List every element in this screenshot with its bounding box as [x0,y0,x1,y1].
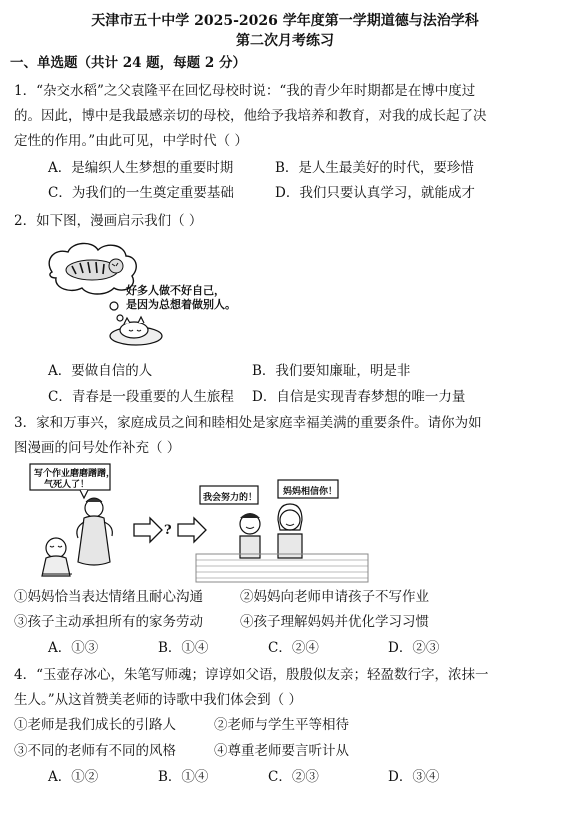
q2-option-b: B．我们要知廉耻，明是非 [252,363,411,379]
q3-mom2-bubble: 妈妈相信你！ [283,487,338,497]
q2-stem: 2．如下图，漫画启示我们（ ） [14,213,203,229]
q3-item-2: ②妈妈向老师申请孩子不写作业 [240,589,429,605]
q2-option-a: A．要做自信的人 [48,363,153,379]
q1-stem-line1: 1．“杂交水稻”之父袁隆平在回忆母校时说：“我的青少年时期都是在博中度过 [14,83,476,99]
q3-mom-bubble-line2: 气死人了！ [44,480,90,490]
q3-kid-bubble: 我会努力的！ [203,493,258,503]
q4-item-4: ④尊重老师要言听计从 [214,743,349,759]
q3-question-mark: ? [164,523,172,538]
exam-title-line2: 第二次月考练习 [236,33,334,49]
q3-option-b: B．①④ [158,640,209,656]
q4-option-b: B．①④ [158,769,209,785]
q3-mom-bubble-line1: 写个作业磨磨蹭蹭， [34,469,116,479]
q4-option-a: A．①② [48,769,99,785]
section-heading: 一、单选题（共计 24 题，每题 2 分） [10,55,246,71]
q2-option-c: C．青春是一段重要的人生旅程 [48,389,234,405]
q3-item-4: ④孩子理解妈妈并优化学习习惯 [240,614,429,630]
q1-stem-line3: 定性的作用。”由此可见，中学时代（ ） [14,133,248,149]
q1-stem-line2: 的。因此，博中是我最感亲切的母校，他给予我培养和教育，对我的成长起了决 [14,108,487,124]
q1-option-d: D．我们只要认真学习，就能成才 [275,185,475,201]
q4-item-1: ①老师是我们成长的引路人 [14,717,176,733]
q1-option-b: B．是人生最美好的时代，要珍惜 [275,160,474,176]
q4-stem-line2: 生人。”从这首赞美老师的诗歌中我们体会到（ ） [14,692,302,708]
q4-item-3: ③不同的老师有不同的风格 [14,743,176,759]
q3-stem-line2: 图漫画的问号处作补充（ ） [14,440,181,456]
q2-cartoon-caption-line1: 好多人做不好自己， [126,284,225,297]
q2-option-d: D．自信是实现青春梦想的唯一力量 [252,389,466,405]
q3-stem-line1: 3．家和万事兴，家庭成员之间和睦相处是家庭幸福美满的重要条件。请你为如 [14,415,482,431]
q3-option-d: D．②③ [388,640,440,656]
q3-option-c: C．②④ [268,640,319,656]
q2-cartoon-caption-line2: 是因为总想着做别人。 [126,298,236,311]
q1-option-a: A．是编织人生梦想的重要时期 [48,160,234,176]
q1-option-c: C．为我们的一生奠定重要基础 [48,185,234,201]
q3-item-1: ①妈妈恰当表达情绪且耐心沟通 [14,589,203,605]
q4-stem-line1: 4．“玉壶存冰心，朱笔写师魂；谆谆如父语，殷殷似友亲；轻盈数行字，浓抹一 [14,667,489,683]
q4-option-c: C．②③ [268,769,319,785]
q3-option-a: A．①③ [48,640,99,656]
q4-item-2: ②老师与学生平等相待 [214,717,349,733]
q3-item-3: ③孩子主动承担所有的家务劳动 [14,614,203,630]
q4-option-d: D．③④ [388,769,440,785]
exam-title-line1: 天津市五十中学 2025-2026 学年度第一学期道德与法治学科 [91,13,479,29]
